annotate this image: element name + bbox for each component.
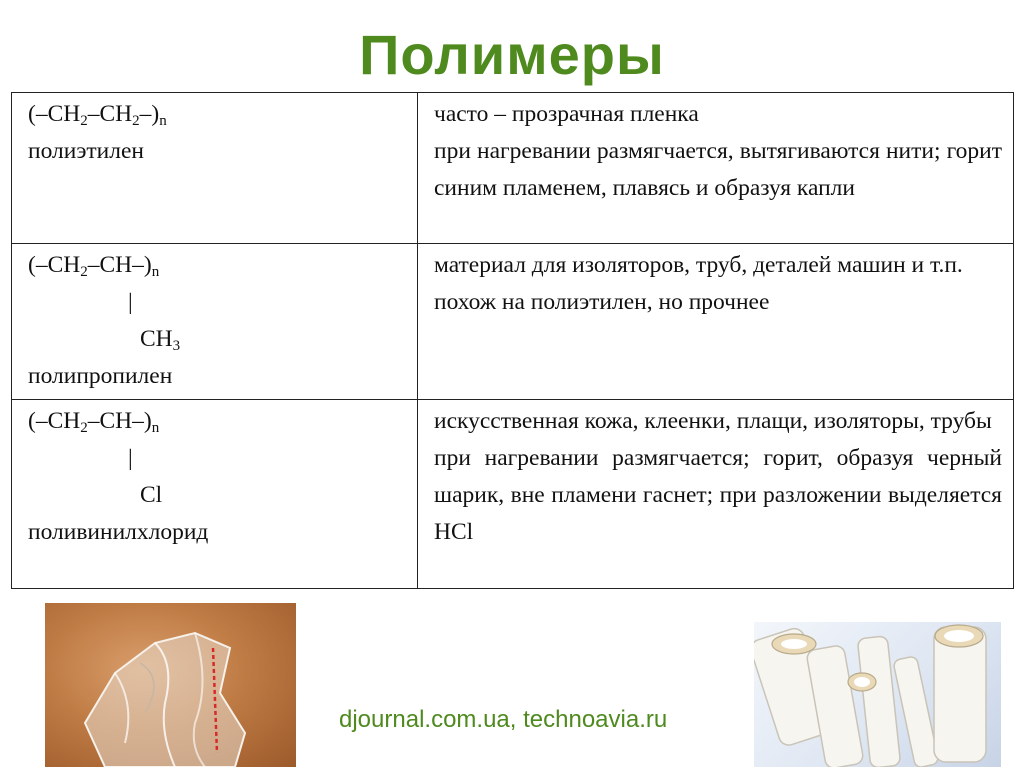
- page-title: Полимеры: [359, 23, 665, 86]
- substituent: Cl: [140, 482, 163, 508]
- description-line: часто – прозрачная пленка: [434, 101, 699, 127]
- formula: $(-CH_2-CH_2-)_n$: [28, 101, 167, 129]
- description-line: при нагревании размягчается, вытягиваются нити; горит синим пламенем, плавясь и образуя капли: [434, 138, 1002, 201]
- table-row-pvc: [12, 400, 1014, 589]
- description-line: похож на полиэтилен, но прочнее: [434, 289, 770, 315]
- source-credit: djournal.com.ua, technoavia.ru: [339, 706, 668, 733]
- table-row-polyethylene: [12, 93, 1014, 244]
- formula: $(-CH_2-CH-)_n$: [28, 252, 160, 280]
- polymer-name: полиэтилен: [28, 138, 144, 164]
- description-line: материал для изоляторов, труб, деталей машин и т.п.: [434, 252, 963, 278]
- formula-cell: [12, 244, 418, 400]
- description-cell: [418, 400, 1014, 589]
- formula-cell: [12, 93, 418, 244]
- description-cell: [418, 93, 1014, 244]
- description-line: искусственная кожа, клеенки, плащи, изоляторы, трубы: [434, 408, 992, 434]
- formula: $(-CH_2-CH-)_n$: [28, 408, 160, 436]
- polymer-table: [11, 92, 1014, 589]
- plastic-bag-photo: [45, 603, 296, 767]
- table-row-polypropylene: [12, 244, 1014, 400]
- white-pipes-photo: [754, 622, 1001, 767]
- bond-line: |: [128, 289, 133, 315]
- formula-cell: [12, 400, 418, 589]
- polymer-name: полипропилен: [28, 363, 173, 389]
- description-cell: [418, 244, 1014, 400]
- substituent: $CH_3$: [140, 326, 181, 354]
- bond-line: |: [128, 445, 133, 471]
- polymer-name: поливинилхлорид: [28, 519, 209, 545]
- description-line: при нагревании размягчается; горит, образуя черный шарик, вне пламени гаснет; при разложении выделяется HCl: [434, 445, 1002, 545]
